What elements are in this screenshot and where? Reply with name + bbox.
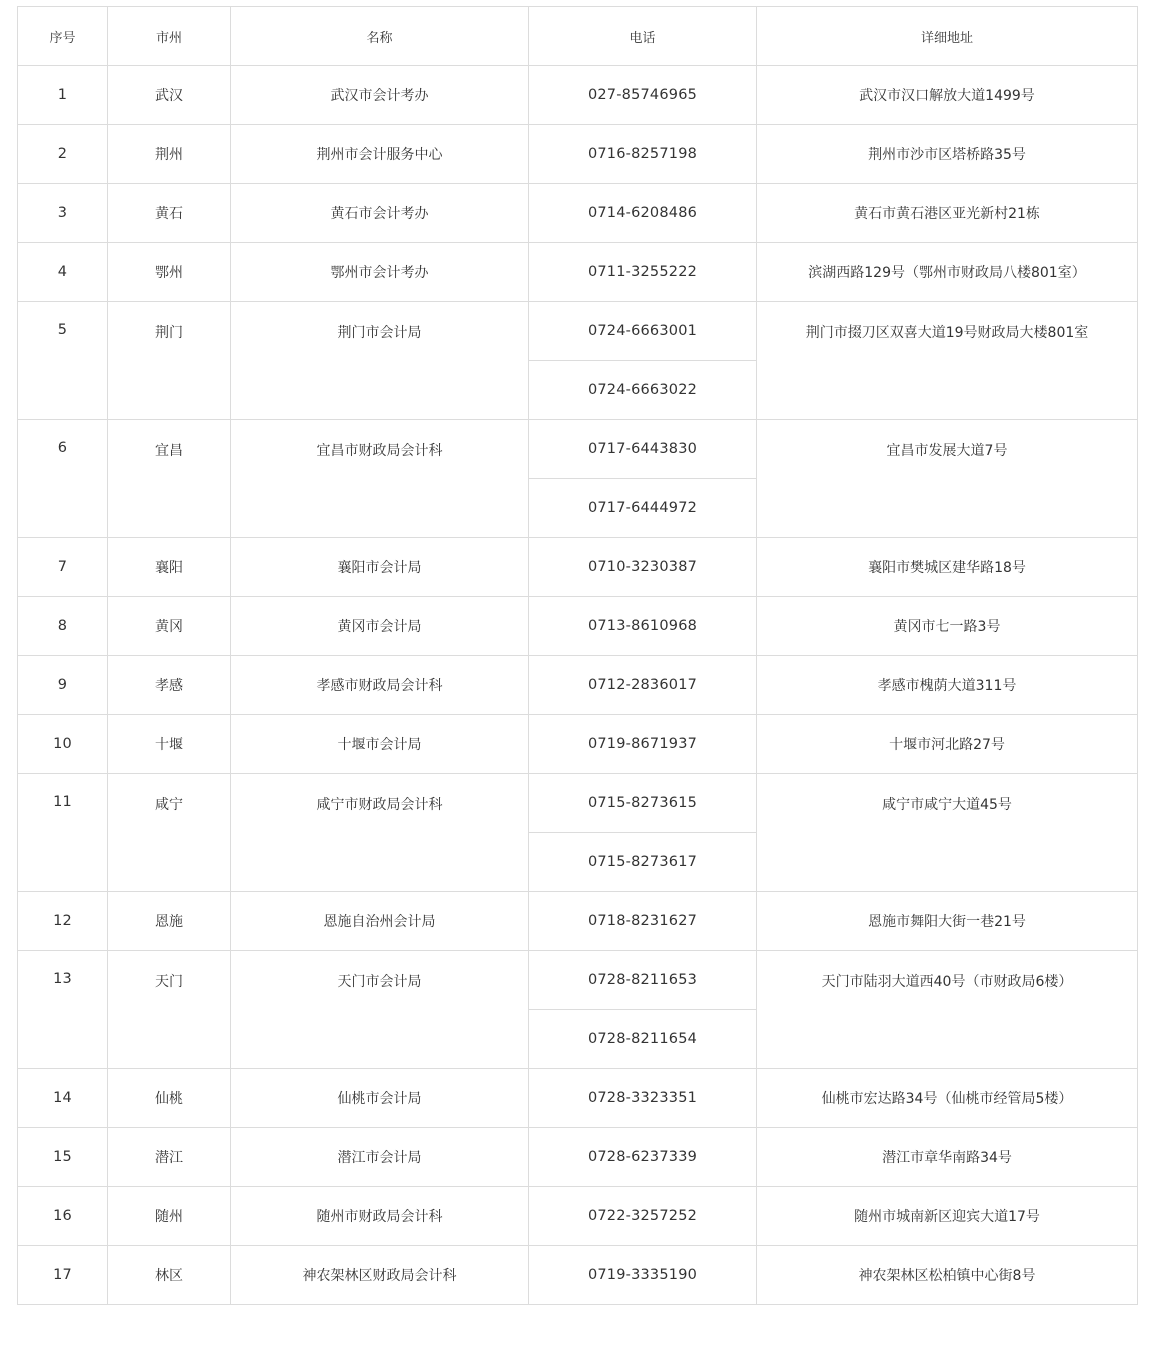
row-index: 10 (18, 715, 108, 774)
row-phone: 0728-8211654 (529, 1010, 757, 1069)
row-index: 13 (18, 951, 108, 1069)
table-row (18, 1069, 1138, 1128)
row-phone: 0712-2836017 (529, 656, 757, 715)
row-index: 7 (18, 538, 108, 597)
table-row (18, 184, 1138, 243)
row-address: 荆州市沙市区塔桥路35号 (757, 125, 1138, 184)
row-phone: 0711-3255222 (529, 243, 757, 302)
table-row (18, 1246, 1138, 1305)
row-address: 襄阳市樊城区建华路18号 (757, 538, 1138, 597)
row-phone: 0717-6443830 (529, 420, 757, 479)
row-address: 潜江市章华南路34号 (757, 1128, 1138, 1187)
row-index: 12 (18, 892, 108, 951)
row-phone: 0728-6237339 (529, 1128, 757, 1187)
row-city: 咸宁 (108, 774, 231, 892)
row-phone: 0719-8671937 (529, 715, 757, 774)
row-address: 十堰市河北路27号 (757, 715, 1138, 774)
row-city: 潜江 (108, 1128, 231, 1187)
row-index: 11 (18, 774, 108, 892)
row-index: 4 (18, 243, 108, 302)
row-city: 武汉 (108, 66, 231, 125)
row-office-name: 黄冈市会计局 (231, 597, 529, 656)
row-address: 恩施市舞阳大街一巷21号 (757, 892, 1138, 951)
row-office-name: 鄂州市会计考办 (231, 243, 529, 302)
row-address: 孝感市槐荫大道311号 (757, 656, 1138, 715)
table-row (18, 66, 1138, 125)
table-row (18, 125, 1138, 184)
row-city: 随州 (108, 1187, 231, 1246)
table-row (18, 302, 1138, 361)
row-phone: 0718-8231627 (529, 892, 757, 951)
table-row (18, 892, 1138, 951)
accounting-office-contacts-table (17, 6, 1138, 1305)
row-office-name: 恩施自治州会计局 (231, 892, 529, 951)
row-address: 神农架林区松柏镇中心街8号 (757, 1246, 1138, 1305)
row-office-name: 荆州市会计服务中心 (231, 125, 529, 184)
row-phone: 0722-3257252 (529, 1187, 757, 1246)
row-office-name: 荆门市会计局 (231, 302, 529, 420)
header-name: 名称 (231, 7, 529, 66)
row-address: 武汉市汉口解放大道1499号 (757, 66, 1138, 125)
row-office-name: 黄石市会计考办 (231, 184, 529, 243)
row-index: 2 (18, 125, 108, 184)
row-office-name: 十堰市会计局 (231, 715, 529, 774)
table-header-row (18, 7, 1138, 66)
table-body (18, 66, 1138, 1305)
table-row (18, 538, 1138, 597)
row-phone: 0716-8257198 (529, 125, 757, 184)
row-phone: 0715-8273617 (529, 833, 757, 892)
row-index: 16 (18, 1187, 108, 1246)
row-phone: 0728-8211653 (529, 951, 757, 1010)
header-phone: 电话 (529, 7, 757, 66)
row-index: 15 (18, 1128, 108, 1187)
table-row (18, 243, 1138, 302)
row-office-name: 襄阳市会计局 (231, 538, 529, 597)
row-phone: 0717-6444972 (529, 479, 757, 538)
row-city: 恩施 (108, 892, 231, 951)
row-city: 天门 (108, 951, 231, 1069)
row-office-name: 神农架林区财政局会计科 (231, 1246, 529, 1305)
row-office-name: 武汉市会计考办 (231, 66, 529, 125)
table-row (18, 656, 1138, 715)
row-phone: 0713-8610968 (529, 597, 757, 656)
row-index: 1 (18, 66, 108, 125)
row-index: 8 (18, 597, 108, 656)
table-row (18, 1128, 1138, 1187)
row-office-name: 随州市财政局会计科 (231, 1187, 529, 1246)
row-office-name: 天门市会计局 (231, 951, 529, 1069)
row-address: 天门市陆羽大道西40号（市财政局6楼） (757, 951, 1138, 1069)
row-city: 鄂州 (108, 243, 231, 302)
row-phone: 027-85746965 (529, 66, 757, 125)
row-address: 黄石市黄石港区亚光新村21栋 (757, 184, 1138, 243)
row-index: 17 (18, 1246, 108, 1305)
row-address: 随州市城南新区迎宾大道17号 (757, 1187, 1138, 1246)
row-city: 仙桃 (108, 1069, 231, 1128)
row-city: 十堰 (108, 715, 231, 774)
row-phone: 0715-8273615 (529, 774, 757, 833)
row-phone: 0714-6208486 (529, 184, 757, 243)
row-phone: 0724-6663001 (529, 302, 757, 361)
row-index: 9 (18, 656, 108, 715)
row-city: 宜昌 (108, 420, 231, 538)
table-row (18, 597, 1138, 656)
contacts-table-wrapper (17, 6, 1137, 1305)
row-address: 荆门市掇刀区双喜大道19号财政局大楼801室 (757, 302, 1138, 420)
header-city: 市州 (108, 7, 231, 66)
row-phone: 0710-3230387 (529, 538, 757, 597)
header-index: 序号 (18, 7, 108, 66)
table-row (18, 774, 1138, 833)
row-office-name: 宜昌市财政局会计科 (231, 420, 529, 538)
row-office-name: 孝感市财政局会计科 (231, 656, 529, 715)
table-row (18, 1187, 1138, 1246)
row-office-name: 咸宁市财政局会计科 (231, 774, 529, 892)
row-address: 仙桃市宏达路34号（仙桃市经管局5楼） (757, 1069, 1138, 1128)
row-address: 滨湖西路129号（鄂州市财政局八楼801室） (757, 243, 1138, 302)
table-row (18, 951, 1138, 1010)
row-city: 黄冈 (108, 597, 231, 656)
row-phone: 0728-3323351 (529, 1069, 757, 1128)
row-city: 荆门 (108, 302, 231, 420)
table-row (18, 420, 1138, 479)
row-address: 咸宁市咸宁大道45号 (757, 774, 1138, 892)
header-address: 详细地址 (757, 7, 1138, 66)
row-city: 荆州 (108, 125, 231, 184)
table-row (18, 715, 1138, 774)
row-office-name: 仙桃市会计局 (231, 1069, 529, 1128)
row-address: 黄冈市七一路3号 (757, 597, 1138, 656)
row-city: 孝感 (108, 656, 231, 715)
row-city: 林区 (108, 1246, 231, 1305)
row-phone: 0719-3335190 (529, 1246, 757, 1305)
row-office-name: 潜江市会计局 (231, 1128, 529, 1187)
row-city: 黄石 (108, 184, 231, 243)
row-index: 5 (18, 302, 108, 420)
row-phone: 0724-6663022 (529, 361, 757, 420)
row-index: 6 (18, 420, 108, 538)
row-city: 襄阳 (108, 538, 231, 597)
row-address: 宜昌市发展大道7号 (757, 420, 1138, 538)
row-index: 3 (18, 184, 108, 243)
row-index: 14 (18, 1069, 108, 1128)
